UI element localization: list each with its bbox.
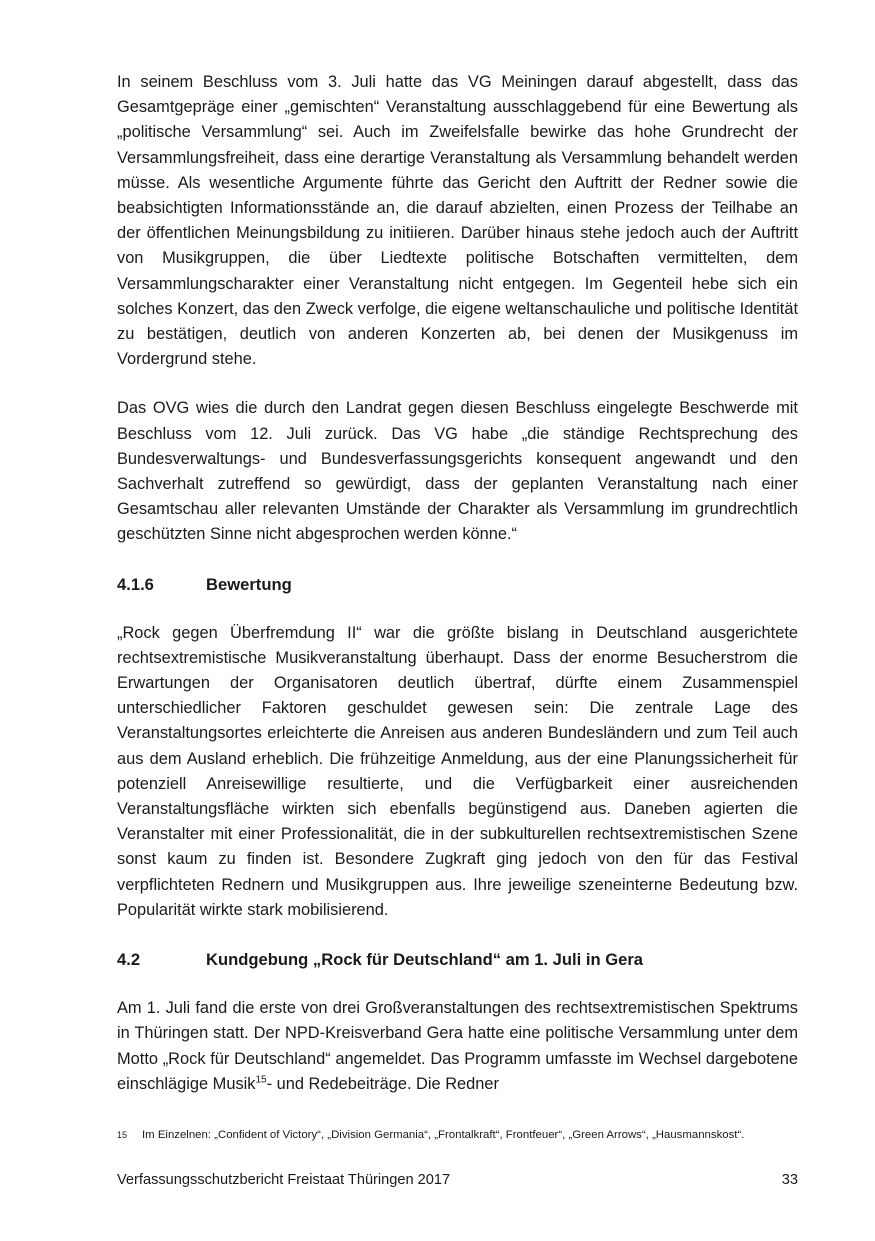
page-body xyxy=(117,70,798,1097)
paragraph-vg-meiningen: In seinem Beschluss vom 3. Juli hatte das VG Meiningen darauf abgestellt, dass das Gesamtgepräge einer „gemischten“ Veranstaltung ausschlaggebend für eine Bewertung als „politische Versammlung“ sei. Auch im Zweifelsfalle bewirke das hohe Grundrecht der Versammlungsfreiheit, dass eine derartige Veranstaltung als Versammlung behandelt werden müsse. Als wesentliche Argumente führte das Gericht den Auftritt der Redner sowie die beabsichtigten Informationsstände an, die darauf abzielten, einen Prozess der Teilhabe an der öffentlichen Meinungsbildung zu initiieren. Darüber hinaus stehe jedoch auch der Auftritt von Musikgruppen, die über Liedtexte politische Botschaften vermittelten, dem Versammlungscharakter einer Veranstaltung nicht entgegen. Im Gegenteil hebe sich ein solches Konzert, das den Zweck verfolge, die eigene weltanschauliche und politische Identität zu bestätigen, deutlich von anderen Konzerten ab, bei denen der Musikgenuss im Vordergrund stehe. xyxy=(117,73,798,369)
footnote-reference[interactable]: 15 xyxy=(255,1074,267,1086)
paragraph-ovg: Das OVG wies die durch den Landrat gegen diesen Beschluss eingelegte Beschwerde mit Beschluss vom 12. Juli zurück. Das VG habe „die ständige Rechtsprechung des Bundesverwaltungs- und Bundesverfassungsgerichts konsequent angewandt und den Sachverhalt zutreffend so gewürdigt, dass der geplanten Veranstaltung nach einer Gesamtschau aller relevanten Umstände der Charakter als Versammlung im grundrechtlich geschützten Sinne nicht abgesprochen werden könne.“ xyxy=(117,399,798,544)
section-title: Kundgebung „Rock für Deutschland“ am 1. Juli in Gera xyxy=(206,950,644,970)
paragraph-kundgebung xyxy=(117,996,798,1097)
section-title: Bewertung xyxy=(206,574,292,594)
footnote-text: Im Einzelnen: „Confident of Victory“, „Division Germania“, „Frontalkraft“, Frontfeuer“, „Green Arrows“, „Hausmannskost“. xyxy=(142,1129,745,1141)
section-heading-kundgebung xyxy=(117,947,798,972)
page-footer xyxy=(117,1170,798,1190)
footer-title: Verfassungsschutzbericht Freistaat Thüringen 2017 xyxy=(117,1172,451,1188)
paragraph-text: Am 1. Juli fand die erste von drei Großveranstaltungen des rechtsextremistischen Spektrums in Thüringen statt. Der NPD-Kreisverband Gera hatte eine politische Versammlung unter dem Motto „Rock für Deutschland“ angemeldet. Das Programm umfasste im Wechsel dargebotene einschlägige Musik xyxy=(117,999,798,1093)
paragraph-text: - und Redebeiträge. Die Redner xyxy=(266,1074,499,1093)
page-number: 33 xyxy=(781,1172,798,1188)
footnote-number: 15 xyxy=(117,1130,128,1140)
section-number: 4.1.6 xyxy=(117,574,154,594)
section-heading-bewertung xyxy=(117,572,798,597)
footnote xyxy=(117,1127,798,1143)
paragraph-bewertung: „Rock gegen Überfremdung II“ war die größte bislang in Deutschland ausgerichtete rechtsextremistische Musikveranstaltung überhaupt. Dass der enorme Besucherstrom die Erwartungen der Organisatoren deutlich übertraf, dürfte einem Zusammenspiel unterschiedlicher Faktoren geschuldet gewesen sein: Die zentrale Lage des Veranstaltungsortes erleichterte die Anreisen aus anderen Bundesländern und zum Teil auch aus dem Ausland erheblich. Die frühzeitige Anmeldung, aus der eine Planungssicherheit für potenziell Anreisewillige resultierte, und die Verfügbarkeit einer ausreichenden Veranstaltungsfläche wirkten sich ebenfalls begünstigend aus. Daneben agierten die Veranstalter mit einer Professionalität, die in der subkulturellen rechtsextremistischen Szene sonst kaum zu finden ist. Besondere Zugkraft ging jedoch von den für das Festival verpflichteten Rednern und Musikgruppen aus. Ihre jeweilige szeneinterne Bedeutung bzw. Popularität wirkte stark mobilisierend. xyxy=(117,623,798,919)
section-number: 4.2 xyxy=(117,950,141,970)
